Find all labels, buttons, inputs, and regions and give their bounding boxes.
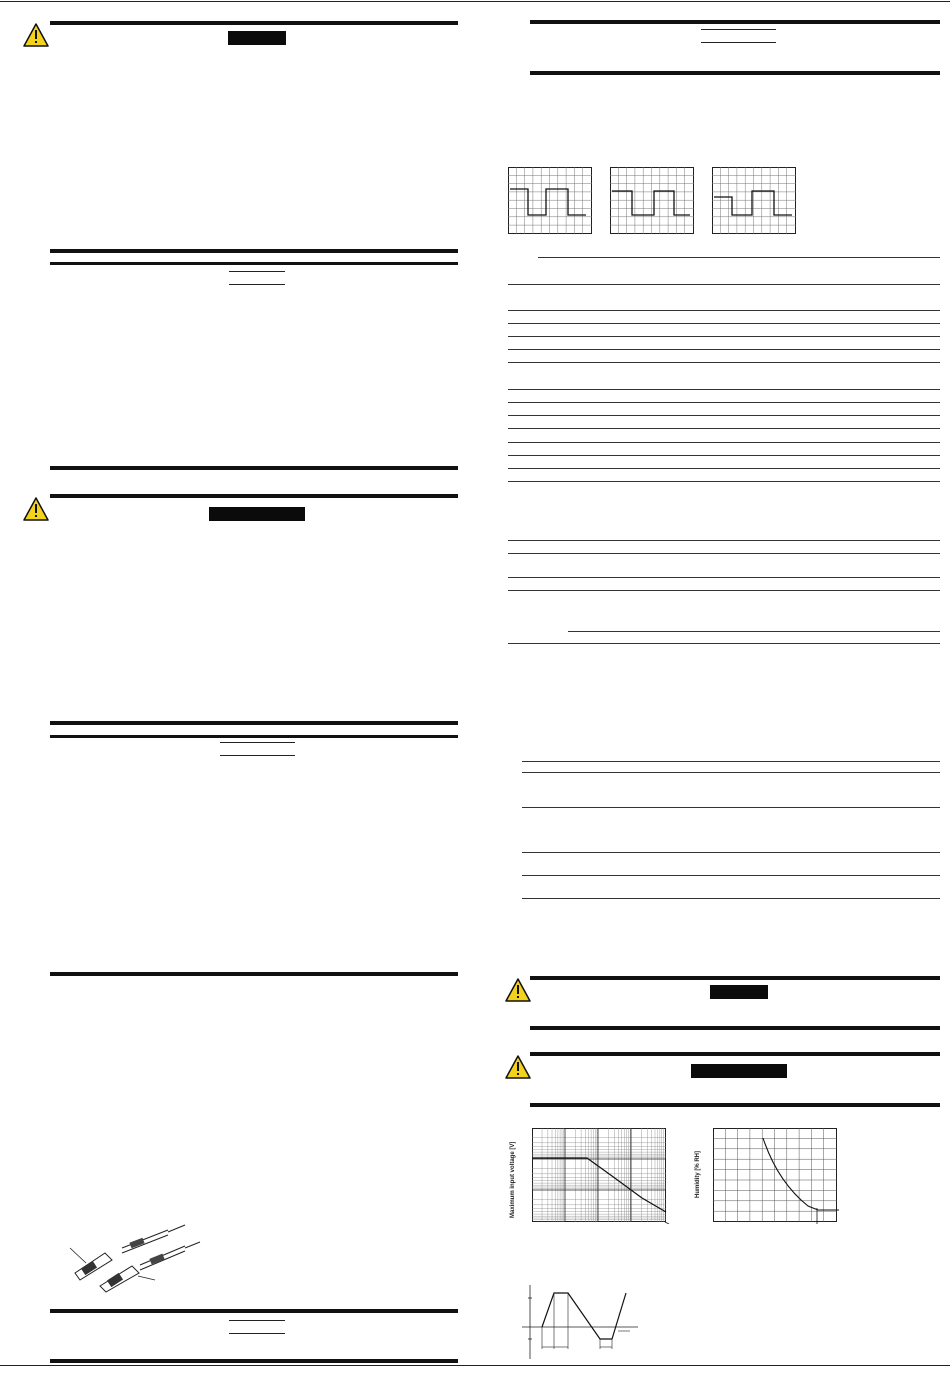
warning-heading-box	[710, 985, 768, 999]
section-rule	[50, 466, 458, 470]
table-rule	[508, 310, 940, 311]
heading-underline	[229, 1333, 285, 1334]
section-rule	[50, 1359, 458, 1363]
warning-heading-box	[228, 31, 286, 45]
heading-underline	[220, 755, 295, 756]
table-rule	[508, 442, 940, 443]
heading-underline	[701, 29, 776, 30]
section-rule	[50, 735, 458, 738]
table-rule	[508, 540, 940, 541]
warning-triangle-icon	[23, 497, 49, 521]
warning-triangle-icon	[505, 978, 531, 1002]
page-bottom-border	[0, 1365, 950, 1366]
table-rule	[522, 852, 940, 853]
warning-triangle-icon	[505, 1055, 531, 1079]
table-rule	[508, 349, 940, 350]
waveform-undercompensated	[712, 167, 796, 234]
section-rule	[530, 71, 940, 75]
table-rule	[522, 875, 940, 876]
heading-underline	[229, 271, 285, 272]
section-rule	[530, 1103, 940, 1107]
timing-diagram	[520, 1283, 640, 1363]
table-rule	[508, 553, 940, 554]
table-rule	[508, 590, 940, 591]
section-rule	[530, 1026, 940, 1030]
section-rule	[50, 21, 458, 25]
table-rule	[508, 455, 940, 456]
table-rule	[508, 284, 940, 285]
caution-heading-box	[209, 507, 305, 521]
heading-underline	[220, 742, 295, 743]
heading-underline	[701, 42, 776, 43]
table-rule	[508, 336, 940, 337]
table-rule	[538, 257, 940, 258]
derating-y-label: Maximum input voltage [V]	[510, 1141, 516, 1218]
section-rule	[50, 262, 458, 265]
alligator-clip-drawing	[100, 1266, 155, 1292]
table-rule	[522, 807, 940, 808]
table-rule	[508, 362, 940, 363]
alligator-clip-drawing	[70, 1248, 112, 1280]
section-rule	[50, 972, 458, 976]
section-rule	[50, 1309, 458, 1313]
table-rule	[508, 415, 940, 416]
caution-heading-box	[691, 1064, 787, 1078]
heading-underline	[229, 284, 285, 285]
section-rule	[50, 721, 458, 725]
table-rule	[508, 577, 940, 578]
section-rule	[530, 976, 940, 980]
accessories-illustration	[60, 1218, 210, 1293]
table-rule	[508, 428, 940, 429]
warning-triangle-icon	[23, 23, 49, 47]
table-rule	[522, 772, 940, 773]
section-rule	[530, 20, 940, 24]
table-rule	[508, 323, 940, 324]
table-rule	[522, 761, 940, 762]
table-rule	[508, 643, 940, 644]
test-probe-drawing	[140, 1242, 200, 1270]
derating-chart	[532, 1128, 670, 1224]
table-rule	[522, 898, 940, 899]
section-rule	[50, 249, 458, 253]
table-rule	[508, 468, 940, 469]
humidity-chart	[713, 1128, 841, 1224]
page-top-border	[0, 1, 950, 2]
waveform-correct	[610, 167, 694, 234]
humidity-y-label: Humidity [% RH]	[695, 1151, 701, 1198]
table-rule	[568, 631, 940, 632]
test-probe-drawing	[122, 1225, 185, 1253]
section-rule	[530, 1052, 940, 1056]
table-rule	[508, 481, 940, 482]
table-rule	[508, 389, 940, 390]
waveform-overcompensated	[508, 167, 592, 234]
section-rule	[50, 494, 458, 498]
heading-underline	[229, 1320, 285, 1321]
table-rule	[508, 402, 940, 403]
